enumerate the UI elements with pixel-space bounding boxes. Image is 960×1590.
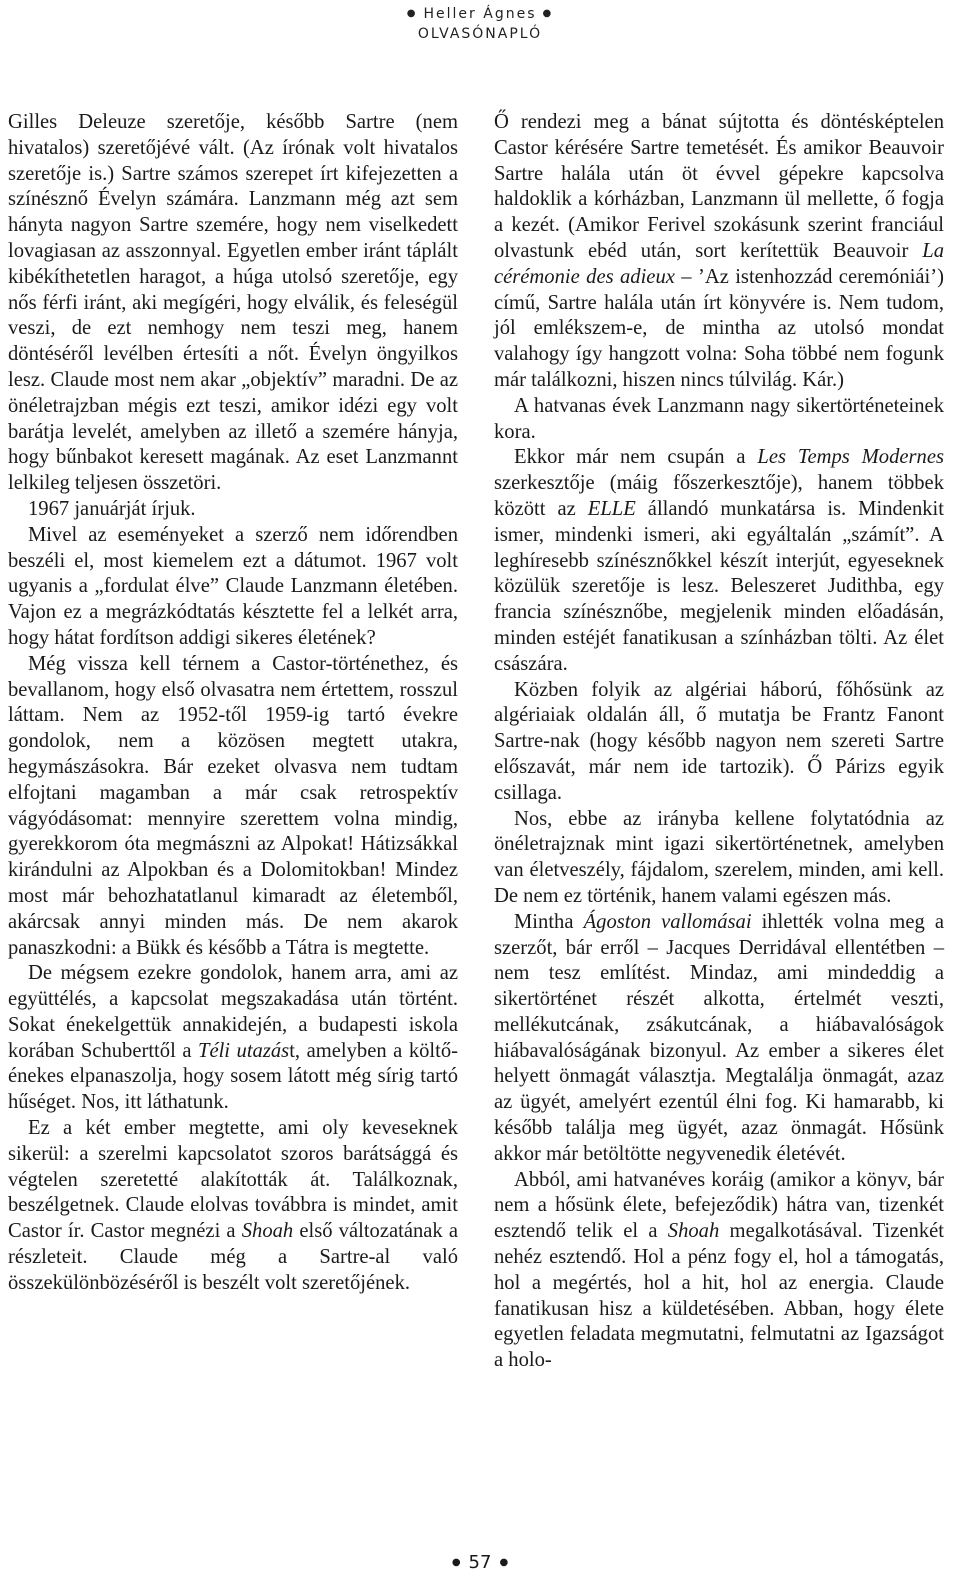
text-run: megalkotásával. Tizenkét nehéz esztendő. Hol a pénz fogy el, hol a támogatás, hol a megértés, hol a hit, hol az energia. Claude fanatikusan hisz a küldetésében. Abban, hogy élete egyetlen feladata megmutatni, felmutatni az Igazságot a holo-: [494, 1220, 945, 1372]
text-run: Még vissza kell térnem a Castor-történethez, és bevallanom, hogy első olvasatra nem értettem, rosszul láttam. Nem az 1952-től 1959-ig tartó évekre gondolok, nem a közösen megtett utakra, hegymászásokra. Bár ezeket olvasva nem tudtam elfojtani magamban a már csak retrospektív vágyódásomat: mennyire szerettem volna mindig, gyerekkorom óta megmászni az Alpokat! Hátizsákkal kirándulni az Alpokban és a Dolomitokban! Mindez most már behozhatatlanul kimaradt az életemből, akárcsak annyi minden más. De nem akarok panaszkodni: a Bükk és később a Tátra is megtette.: [8, 652, 458, 959]
text-run: első változatának a részleteit. Claude még a Sartre-al való összekülönbözéséről is beszélt volt szeretőjének.: [8, 1220, 458, 1294]
text-run: Mivel az eseményeket a szerző nem időrendben beszéli el, most kiemelem ezt a dátumot. 1967 volt ugyanis a „fordulat élve” Claude Lanzmann életében. Vajon ez a megrázkódtatás késztette fel a lelkét arra, hogy hátat fordítson addigi sikeres életének?: [8, 523, 458, 649]
paragraph: [8, 1116, 458, 1297]
text-run: Ez a két ember megtette, ami oly keveseknek sikerül: a szerelmi kapcsolatot szoros barátsággá és végtelen szeretetté alakították át. Találkoznak, beszélgetnek. Claude elolvas továbbra is mindet, amit Castor ír. Castor megnézi a: [8, 1117, 458, 1243]
paragraph: [8, 523, 458, 652]
text-run: állandó munkatársa is. Mindenkit ismer, mindenki ismeri, aki egyáltalán „számít”. A leghíresebb színésznőkkel készít interjút, egyeseknek közülük szeretője is lesz. Beleszeret Judithba, egy francia színésznőbe, megjelenik minden előadásán, minden estéjét fanatikusan a színházban tölti. Az élet császára.: [494, 497, 944, 675]
paragraph: [494, 445, 944, 677]
paragraph: [8, 497, 458, 523]
italic-title: Shoah: [241, 1220, 294, 1243]
italic-title: ELLE: [587, 497, 636, 520]
text-run: szerkesztője (máig főszerkesztője), hanem többek között az: [494, 472, 944, 520]
italic-title: Téli utazás: [197, 1039, 290, 1062]
paragraph: [8, 652, 458, 962]
text-run: Közben folyik az algériai háború, főhősünk az algériaiak oldalán áll, ő mutatja be Frantz Fanont Sartre-nak (hogy később nagyon nem szereti Sartre előszavát, már nem ide tartozik). Ő Párizs egyik csillaga.: [494, 678, 944, 804]
bullet-icon: ●: [542, 8, 554, 19]
paragraph: [494, 678, 944, 807]
paragraph: [8, 110, 458, 497]
left-column: [8, 110, 458, 1297]
paragraph: [494, 807, 944, 910]
text-run: De mégsem ezekre gondolok, hanem arra, ami az együttélés, a kapcsolat megszakadása után történt. Sokat énekelgettük annakidején, a budapesti iskola korában Schuberttől a: [8, 962, 458, 1062]
italic-title: Les Temps Modernes: [757, 446, 944, 469]
text-run: Abból, ami hatvanéves koráig (amikor a könyv, bár nem a hősünk élete, befejeződik) hátra van, tizenkét esztendő telik el a: [494, 1168, 944, 1243]
text-run: Ekkor már nem csupán a: [514, 446, 758, 469]
text-run: 1967 januárját írjuk.: [28, 497, 196, 520]
text-run: Nos, ebbe az irányba kellene folytatódnia az önéletrajznak mint igazi sikertörténetnek, amelyben van életveszély, fájdalom, szerelem, minden, ami kell. De nem ez történik, hanem valami egészen más.: [494, 807, 944, 907]
bullet-icon: ●: [451, 1557, 461, 1568]
paragraph: [494, 110, 944, 394]
paragraph: [8, 961, 458, 1116]
bullet-icon: ●: [406, 8, 418, 19]
paragraph: [494, 394, 944, 446]
paragraph: [494, 1168, 944, 1374]
author-name: Heller Ágnes: [423, 6, 537, 22]
page-number: 57: [468, 1552, 492, 1573]
page-footer: [0, 1552, 960, 1573]
text-run: – ’Az istenhozzád ceremóniái’) című, Sartre halála után írt könyvére is. Nem tudom, jól emlékszem-e, de mintha az utolsó mondat valahogy így hangzott volna: Soha többé nem fogunk már találkozni, hiszen nincs túlvilág. Kár.): [494, 265, 944, 391]
text-run: Mintha: [514, 910, 584, 933]
right-column: [494, 110, 944, 1374]
italic-title: Ágoston vallomásai: [583, 910, 752, 933]
italic-title: Shoah: [667, 1220, 720, 1243]
text-run: A hatvanas évek Lanzmann nagy sikertörténeteinek kora.: [494, 394, 944, 443]
bullet-icon: ●: [499, 1557, 509, 1568]
section-title: OLVASÓNAPLÓ: [417, 26, 543, 42]
text-run: ihlették volna meg a szerzőt, bár erről – Jacques Derridával ellentétben – nem tesz említést. Mindaz, ami mindeddig a sikertörténet részét alkotta, értelmét veszti, mellékutcának, zsákutcának, a hiábavalóságok hiábavalóságának bizonyul. Az ember a sikeres élet helyett önmagát választja. Megtalálja önmagát, azaz az ügyét, amelyért ezentúl élni fog. Ki hamarabb, ki később találja meg ügyét, azaz önmagát. Hősünk akkor már betöltötte negyvenedik életévét.: [494, 910, 944, 1165]
text-run: Gilles Deleuze szeretője, később Sartre (nem hivatalos) szeretőjévé vált. (Az írónak volt hivatalos szeretője is.) Sartre számos szerepet írt kifejezetten a színésznő Évelyn számára. Lanzmann még azt sem hányta nagyon Sartre szemére, hogy nem viselkedett lovagiasan az asszonnyal. Egyetlen ember iránt táplált kibékíthetetlen haragot, a húga utolsó szeretője, egy nős férfi iránt, aki megígéri, hogy elválik, és feleségül veszi, de ezt nemhogy nem teszi meg, hanem döntéséről levélben értesíti a nőt. Évelyn öngyilkos lesz. Claude most nem akar „objektív” maradni. De az önéletrajzban mégis ezt teszi, amikor idézi egy volt barátja levelét, amelyben az illető a szemére hányja, hogy bűnbakot keresett magának. Az eset Lanzmannt lelkileg teljesen összetöri.: [8, 111, 458, 495]
text-run: Ő rendezi meg a bánat sújtotta és döntésképtelen Castor kérésére Sartre temetését. És amikor Beauvoir Sartre halála után öt évvel gépekre kapcsolva haldoklik a kórházban, Lanzmann ül mellette, ő fogja a kezét. (Amikor Ferivel szokásunk szerint franciául olvastunk ebéd után, sort kerítettük Beauvoir: [494, 111, 944, 262]
running-head: [0, 4, 960, 44]
running-head-author-line: [0, 4, 960, 24]
paragraph: [494, 910, 944, 1168]
text-run: t, amelyben a költő-énekes elpanaszolja, hogy sosem látott még sírig tartó hűséget. Nos, itt láthatunk.: [8, 1039, 459, 1114]
italic-title: La cérémonie des adieux: [494, 239, 944, 288]
